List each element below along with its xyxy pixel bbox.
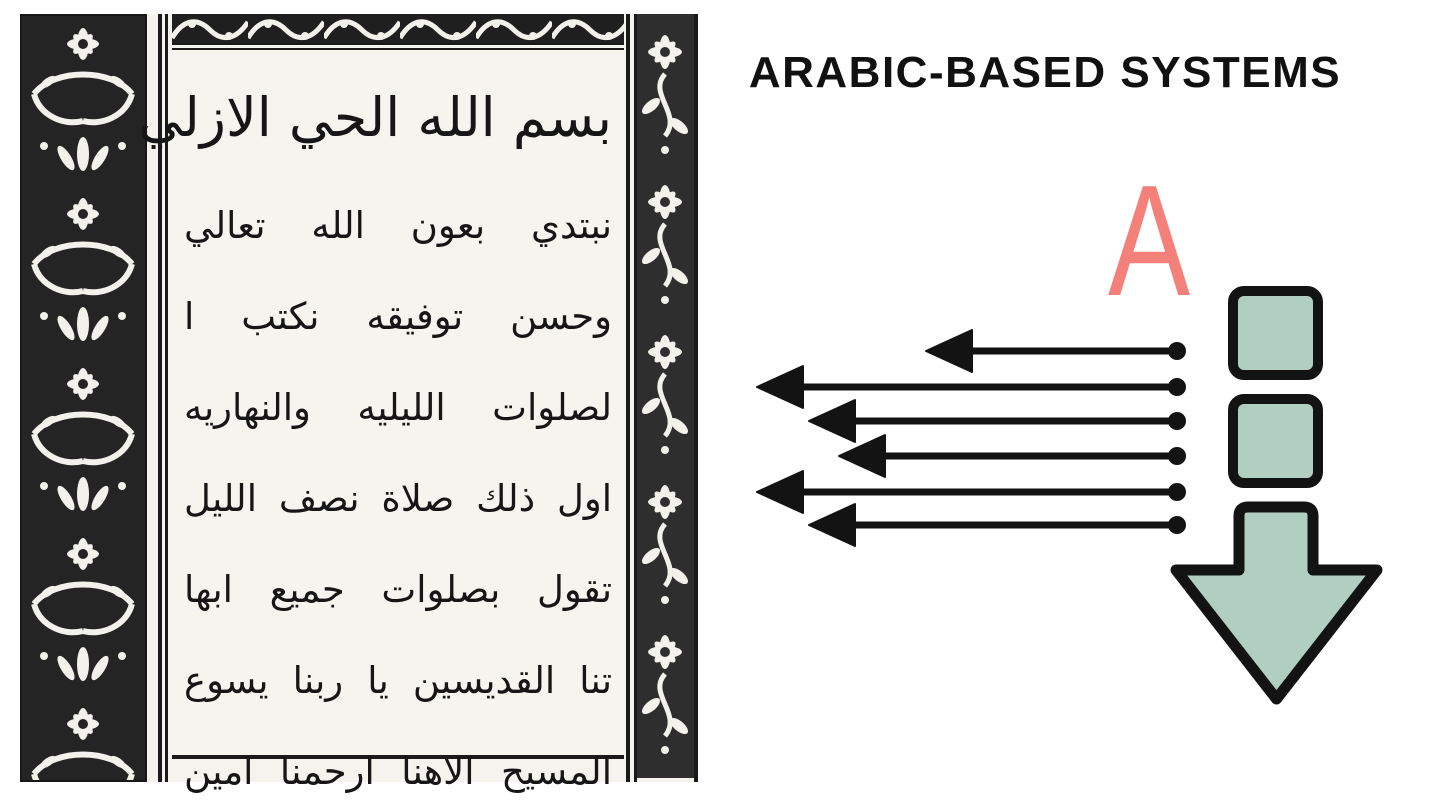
rtl-arrows-group — [757, 330, 1186, 546]
rtl-arrow-icon — [809, 400, 1186, 442]
manuscript-line: تقول بصلوات جميع ابها — [184, 568, 612, 611]
manuscript-line: نبتدي بعون الله تعالي — [184, 204, 612, 247]
letter-a-label: A — [1108, 153, 1191, 329]
manuscript-line: وحسن توفيقه نكتب ا — [184, 295, 612, 338]
text-block-square-icon — [1233, 399, 1318, 483]
rtl-arrow-icon — [757, 471, 1186, 513]
diagram-title: ARABIC-BASED SYSTEMS — [748, 48, 1342, 97]
manuscript-line: بسم الله الحي الازلي — [138, 86, 612, 149]
manuscript-line: اول ذلك صلاة نصف الليل — [184, 477, 612, 520]
downward-flow-arrow-icon — [1176, 507, 1377, 699]
manuscript-line: تنا القديسين يا ربنا يسوع — [184, 659, 612, 702]
rtl-arrow-icon — [839, 435, 1186, 477]
rtl-arrow-icon — [809, 504, 1186, 546]
manuscript-line: لصلوات الليليه والنهاريه — [184, 386, 612, 429]
text-block-square-icon — [1233, 291, 1318, 375]
rtl-arrow-icon — [926, 330, 1186, 372]
manuscript-line: المسيح الاهنا ارحمنا امين — [184, 750, 612, 793]
